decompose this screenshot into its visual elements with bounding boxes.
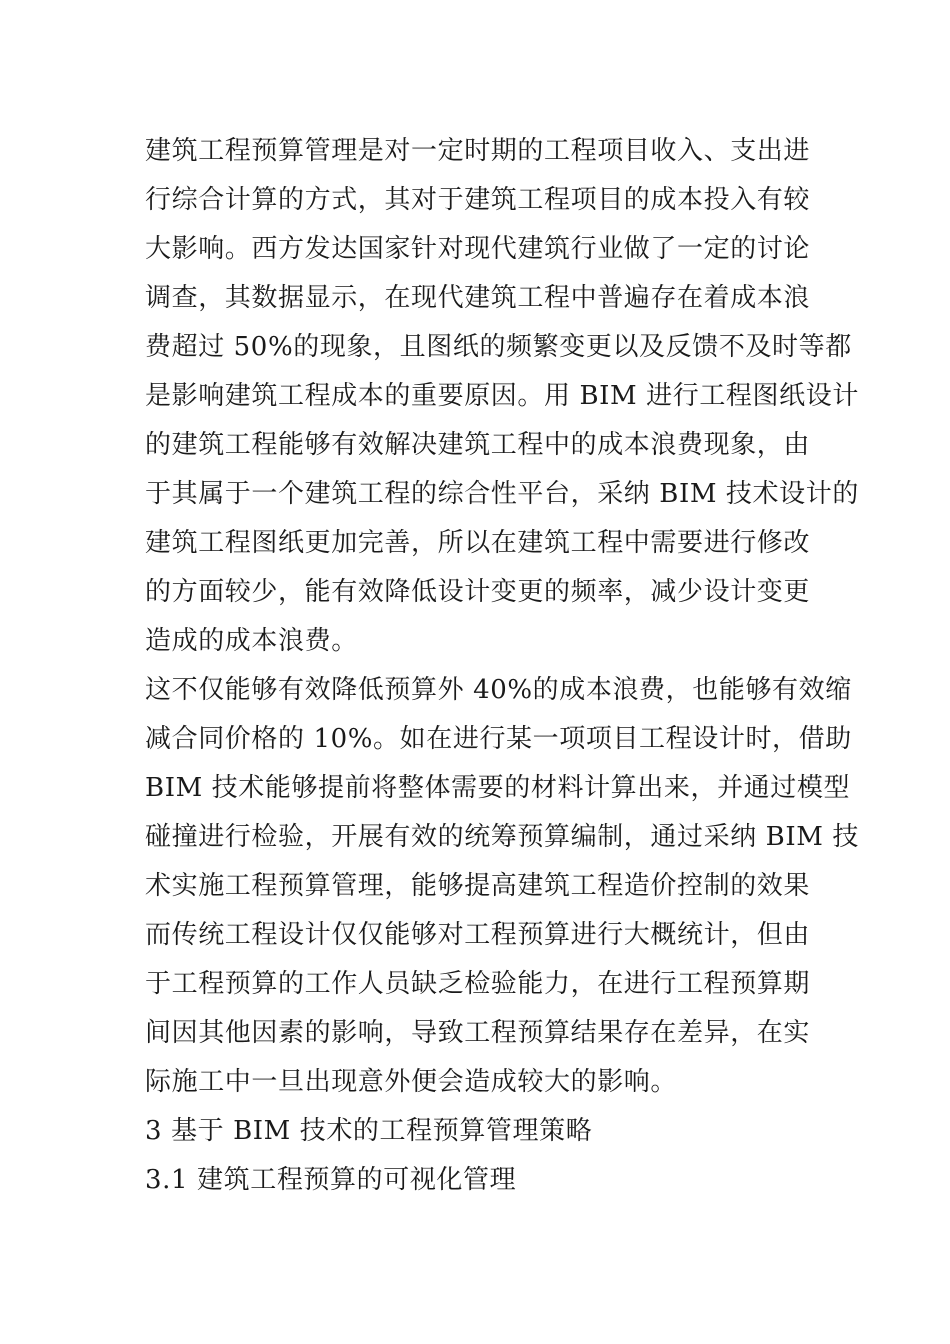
paragraph-1-line: 建筑工程图纸更加完善，所以在建筑工程中需要进行修改 xyxy=(145,528,811,558)
paragraph-1-line: 的建筑工程能够有效解决建筑工程中的成本浪费现象，由 xyxy=(145,430,811,460)
subsection-heading: 3.1 建筑工程预算的可视化管理 xyxy=(145,1165,517,1195)
paragraph-2-line: 而传统工程设计仅仅能够对工程预算进行大概统计，但由 xyxy=(145,920,811,950)
paragraph-1-line: 大影响。西方发达国家针对现代建筑行业做了一定的讨论 xyxy=(145,234,811,264)
paragraph-2-line: 于工程预算的工作人员缺乏检验能力，在进行工程预算期 xyxy=(145,969,811,999)
paragraph-2-line: 碰撞进行检验，开展有效的统筹预算编制，通过采纳 BIM 技 xyxy=(145,822,859,852)
paragraph-1-line: 费超过 50%的现象，且图纸的频繁变更以及反馈不及时等都 xyxy=(145,332,852,362)
paragraph-1-line: 的方面较少，能有效降低设计变更的频率，减少设计变更 xyxy=(145,577,811,607)
paragraph-1-line: 造成的成本浪费。 xyxy=(145,626,358,656)
paragraph-2-line: 这不仅能够有效降低预算外 40%的成本浪费，也能够有效缩 xyxy=(145,675,852,705)
paragraph-2-line: BIM 技术能够提前将整体需要的材料计算出来，并通过模型 xyxy=(145,773,851,803)
paragraph-1-line: 是影响建筑工程成本的重要原因。用 BIM 进行工程图纸设计 xyxy=(145,381,859,411)
section-heading: 3 基于 BIM 技术的工程预算管理策略 xyxy=(145,1116,593,1146)
paragraph-1-line: 建筑工程预算管理是对一定时期的工程项目收入、支出进 xyxy=(145,136,811,166)
paragraph-2-line: 际施工中一旦出现意外便会造成较大的影响。 xyxy=(145,1067,678,1097)
paragraph-2-line: 术实施工程预算管理，能够提高建筑工程造价控制的效果 xyxy=(145,871,811,901)
paragraph-2-line: 间因其他因素的影响，导致工程预算结果存在差异，在实 xyxy=(145,1018,811,1048)
paragraph-1-line: 行综合计算的方式，其对于建筑工程项目的成本投入有较 xyxy=(145,185,811,215)
paragraph-1-line: 于其属于一个建筑工程的综合性平台，采纳 BIM 技术设计的 xyxy=(145,479,859,509)
paragraph-2-line: 减合同价格的 10%。如在进行某一项项目工程设计时，借助 xyxy=(145,724,852,754)
paragraph-1-line: 调查，其数据显示，在现代建筑工程中普遍存在着成本浪 xyxy=(145,283,811,313)
